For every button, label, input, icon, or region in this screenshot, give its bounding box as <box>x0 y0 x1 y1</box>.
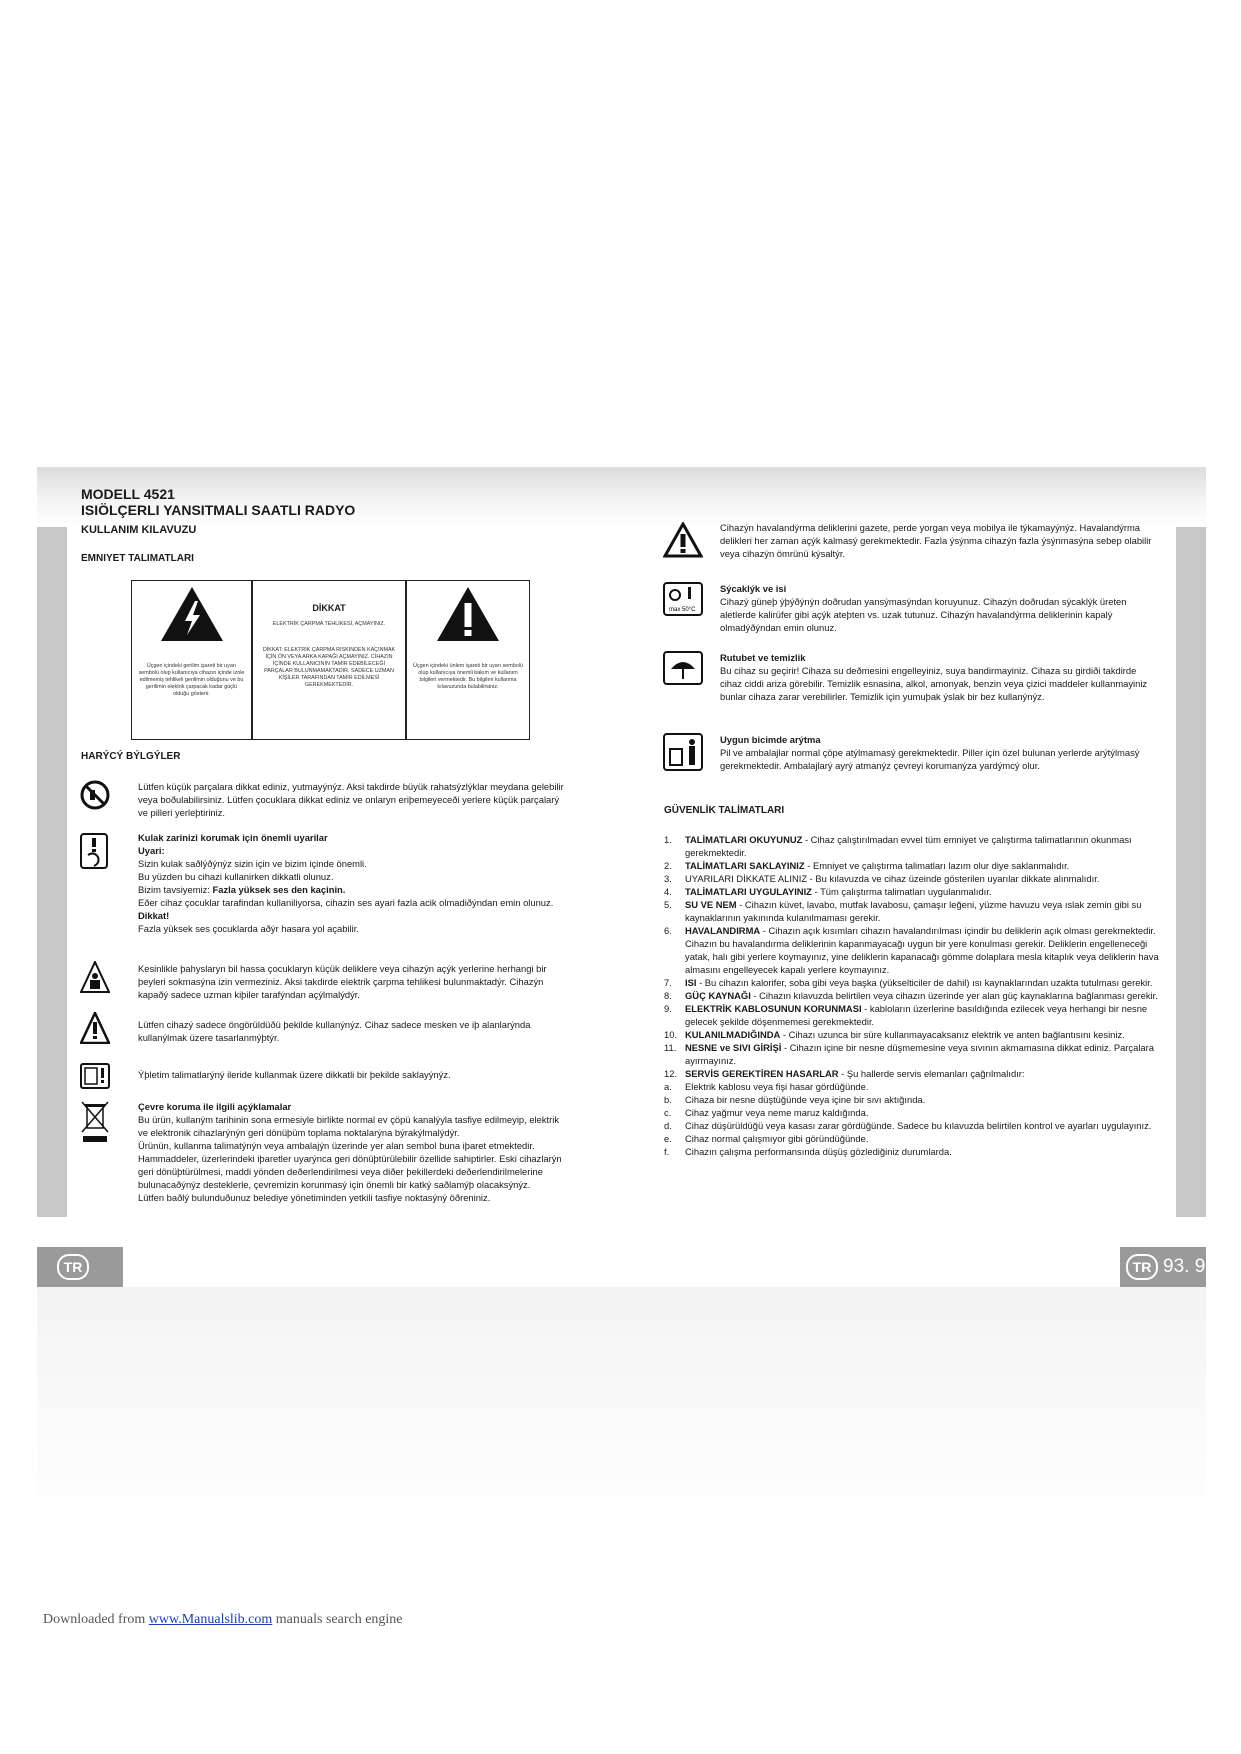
humidity-umbrella-icon <box>663 651 703 685</box>
list-item-text: HAVALANDIRMA - Cihazın açık kısımları cihazın havalandırılması içindir bu deliklerin açık olması gerekmektedir. Cihazın bu havalandırma deliklerinin kapanmayacağı uygun bir yere konulması gerekir. Deliklerin engelleneceği yatak, halı gibi yerlere koymayınız, yine deliklerin kapanacağı gömme dolaplara mesla kitaplık veya deliklerin hava almasını engelleyecek kapalı yerlere koymayınız. <box>685 925 1159 975</box>
download-footer: Downloaded from www.Manualslib.com manuals search engine <box>43 1612 403 1627</box>
list-item <box>664 1093 1164 1106</box>
heat-block: Sýcaklýk ve isi Cihazý güneþ ýþýðýnýn doðrudan yansýmasýndan koruyunuz. Cihazýn doðrudan sýcaklýk üreten aletlerde kalirüfer gibi açýk ateþten vs. uzak tutunuz. Cihazýn havalandýrma deliklerinin kapalý olmadýðýndan emin olunuz. <box>720 583 1127 633</box>
general-info-heading: HARÝCÝ BÝLGÝLER <box>81 751 181 762</box>
manual-book-icon <box>80 1063 110 1089</box>
list-item <box>664 1002 1164 1028</box>
list-item <box>664 1067 1164 1080</box>
list-item-number: 12. <box>664 1068 678 1079</box>
list-item-text: Cihaz normal çalışmıyor gibi göründüğünde. <box>685 1133 869 1144</box>
warning-box <box>131 580 530 740</box>
security-heading: GÜVENLİK TALİMATLARI <box>664 805 785 816</box>
list-item <box>664 885 1164 898</box>
list-item <box>664 924 1164 976</box>
list-item-text: Cihaz yağmur veya neme maruz kaldığında. <box>685 1107 869 1118</box>
list-item-text: NESNE ve SIVI GİRİŞİ - Cihazın içine bir nesne düşmemesine veya sıvının akmamasına dikkat ediniz. Parçalara ayırmayınız. <box>685 1042 1154 1066</box>
child-shock-warning-icon <box>80 961 110 993</box>
caution-triangle-icon <box>80 1012 110 1044</box>
max-temp-label: max 50°C <box>669 607 696 613</box>
page-number: 93. 9 <box>1163 1256 1206 1277</box>
list-item-text: TALİMATLARI UYGULAYINIZ - Tüm çalıştırma talimatları uygulanmalıdır. <box>685 886 992 897</box>
keep-manual-text: Ýþletim talimatlarýný ileride kullanmak üzere dikkatli bir þekilde saklayýnýz. <box>138 1069 451 1080</box>
list-item-text: UYARILARI DİKKATE ALINIZ - Bu kılavuzda ve cihaz üzeinde gösterilen uyarılar dikkate alınmalıdır. <box>685 873 1100 884</box>
list-item-text: SU VE NEM - Cihazın küvet, lavabo, mutfak lavabosu, çamaşır leğeni, yüzme havuzu veya ıslak zemin gibi su kaynaklarının yakınında kulanılmaması gerekir. <box>685 899 1142 923</box>
list-item-number: 8. <box>664 990 672 1001</box>
list-item <box>664 898 1164 924</box>
warning-cell-voltage: Üçgen içindeki gerilim işareti bir uyarı sembolü olup kullanıcıya cihazın içinde izole edilmemiş tehlikeli gerilimin olduğunu ve bu gerilimin elektrik çarpacak kadar güçlü olduğu gösterir. <box>132 581 251 739</box>
list-item <box>664 1145 1164 1158</box>
temperature-icon <box>663 582 703 616</box>
list-item-text: TALİMATLARI SAKLAYINIZ - Emniyet ve çalıştırma talimatları lazım olur diye saklanmalıdır. <box>685 860 1070 871</box>
list-item-number: 9. <box>664 1003 672 1014</box>
warning-cell-exclamation: Üçgen içindeki ünlem işareti bir uyarı sembolü olup kullanıcıya önemli bakım ve kullanım bilgileri vermektedir. Bu bilgileri kullanma kılavuzunda bulabilirsiniz. <box>405 581 529 739</box>
list-item-text: ISI - Bu cihazın kalorifer, soba gibi veya başka (yükselticiler de dahil) ısı kaynaklarından uzakta tutulması gerekir. <box>685 977 1153 988</box>
list-item-text: ELEKTRİK KABLOSUNUN KORUNMASI - kabloların üzerlerine basıldığında ezilecek veya herhangi bir nesne gelecek şekilde döşenmemesi gerekmektedir. <box>685 1003 1148 1027</box>
warning-title: DİKKAT <box>312 603 346 613</box>
list-item <box>664 1106 1164 1119</box>
product-title: ISIÖLÇERLI YANSITMALI SAATLI RADYO <box>81 502 356 518</box>
footer-right-tab <box>1120 1247 1206 1287</box>
list-item-number: 1. <box>664 834 672 845</box>
warning-cell-center: DİKKAT ELEKTRİK ÇARPMA TEHLİKESİ, AÇMAYINIZ. DİKKAT: ELEKTRİK ÇARPMA RISKINDEN KAÇINMAK İÇİN ÖN VEYA ARKA KAPAĞI AÇMAYINIZ. CİHAZIN İÇİNDE KULLANICININ TAMİR EDEBİLECEĞİ PARÇALAR BULUNMAMAKTADIR. SADECE UZMAN KİŞİLER TARAFINDAN TAMİR EDİLMESİ GEREKMEKTEDİR. <box>251 581 405 739</box>
weee-bin-icon <box>80 1100 110 1144</box>
list-item-number: 6. <box>664 925 672 936</box>
no-small-parts-icon <box>80 780 110 810</box>
list-item-number: 3. <box>664 873 672 884</box>
manual-heading: KULLANIM KILAVUZU <box>81 524 197 536</box>
list-item-text: SERVİS GEREKTİREN HASARLAR - Şu hallerde servis elemanları çağrılmalıdır: <box>685 1068 1025 1079</box>
list-item-text: Cihazın çalışma performansında düşüş gözlediğiniz durumlarda. <box>685 1146 952 1157</box>
environment-block: Çevre koruma ile ilgili açýklamalar Bu ürün, kullaným tarihinin sona ermesiyle birlikte normal ev çöpü kanalýyla tasfiye edilmeyip, elektrik ve elektronik cihazlarýnýn geri dönüþüm toplama noktalarýna býrakýlmalýdýr. Ürünün, kullanma talimatýnýn veya ambalajýn üzerinde yer alan sembol buna iþaret etmektedir. Hammaddeler, üzerlerindeki iþaretler uyarýnca geri dönüþtürülebilir özellide sahiptirler. Eski cihazlarýn geri dönüþtürülmesi, maddi yönden deðerlendirilmesi veya diðer þekillerdeki deðerlendirilmelerine bulunacaðýnýz desteklerle, çevremizin korunmasý için önemli bir katký saðlamýþ olacaksýnýz. Lütfen baðlý bulunduðunuz belediye yönetiminden yetkili tasfiye noktasýný öðreniniz. <box>138 1101 562 1203</box>
list-item-number: 7. <box>664 977 672 988</box>
right-margin-bar <box>1176 527 1206 1217</box>
list-item <box>664 833 1164 859</box>
high-voltage-triangle-icon <box>159 585 225 643</box>
list-item-number: 10. <box>664 1029 678 1040</box>
ear-warning-icon <box>80 833 108 869</box>
list-item-text: KULANILMADIĞINDA - Cihazı uzunca bir süre kullanmayacaksanız elektrik ve anten bağlantısını kesiniz. <box>685 1029 1125 1040</box>
language-badge-left: TR <box>57 1254 89 1280</box>
list-item-number: c. <box>664 1107 672 1118</box>
ventilation-text: Cihazýn havalandýrma deliklerini gazete, perde yorgan veya mobilya ile týkamayýnýz. Havalandýrma delikleri her zaman açýk kalmasý gerekmektedir. Fazla ýsýnma cihazýn fazla ýsýnmasýna sebep olabilir veya cihazýn ömrünü kýsaltýr. <box>720 522 1152 559</box>
list-item-number: d. <box>664 1120 672 1131</box>
ear-warning-block: Kulak zarinizi korumak için önemli uyarilar Uyari: Sizin kulak saðlýðýnýz sizin için ve bizim içinde önemli. Bu yüzden bu cihazi kullanirken dikkatli olunuz. Bizim tavsiyemiz: Fazla yüksek ses den kaçinin. Eðer cihaz çocuklar tarafindan kullaniliyorsa, cihazin ses ayari fazla acik olmadiðýndan emin olunuz. Dikkat! Fazla yüksek ses çocuklarda aðýr hasara yol açabilir. <box>138 832 554 934</box>
list-item-number: e. <box>664 1133 672 1144</box>
humidity-block: Rutubet ve temizlik Bu cihaz su geçirir! Cihaza su deðmesini engelleyiniz, suya bandirmayiniz. Cihaza su girdiði takdirde cihaz ciddi ariza görebilir. Temizlik esnasina, alkol, amonyak, benzin veya çizici maddeler kullanmayiniz bunlar cihaza zarar verebilirler. Temizlik için yumuþak ýslak bir bez kullanýnýz. <box>720 652 1148 702</box>
list-item <box>664 859 1164 872</box>
exclamation-triangle-icon <box>435 585 501 643</box>
list-item-text: Cihaza bir nesne düştüğünde veya içine bir sıvı aktığında. <box>685 1094 926 1105</box>
model-title: MODELL 4521 <box>81 486 175 502</box>
list-item-number: 2. <box>664 860 672 871</box>
list-item-text: Elektrik kablosu veya fişi hasar gördüğünde. <box>685 1081 869 1092</box>
list-item <box>664 1080 1164 1093</box>
list-item-number: 4. <box>664 886 672 897</box>
language-badge-right: TR <box>1126 1254 1158 1280</box>
list-item <box>664 1119 1164 1132</box>
list-item-text: GÜÇ KAYNAĞI - Cihazın kılavuzda belirtilen veya cihazın üzerinde yer alan güç kaynaklarına bağlanması gerekir. <box>685 990 1158 1001</box>
left-margin-bar <box>37 527 67 1217</box>
list-item <box>664 1028 1164 1041</box>
footer-left-tab <box>37 1247 123 1287</box>
list-item <box>664 1041 1164 1067</box>
list-item <box>664 976 1164 989</box>
disposal-block: Uygun bicimde arýtma Pil ve ambalajlar normal çöpe atýlmamasý gerekmektedir. Piller için özel bulunan yerlerde arýtýlmasý gerekmektedir. Ambalajlarý ayrý atmanýz çevreyi korumanýza yardýmcý olur. <box>720 734 1140 771</box>
small-parts-text: Lütfen küçük parçalara dikkat ediniz, yutmayýnýz. Aksi takdirde büyük rahatsýzlýklar meydana gelebilir veya boðulabilirsiniz. Lütfen çocuklara dikkat ediniz ve onlaryn eriþemeyeceði yerlere küçük parçalarý ve pilleri yerleþtiriniz. <box>138 781 564 818</box>
list-item <box>664 989 1164 1002</box>
child-safety-text: Kesinlikle þahyslaryn bil hassa çocuklaryn küçük deliklere veya cihazýn açýk yerlerine herhangi bir þeyleri sokmasýna izin vermeziniz. Aksi takdirde elektrik çarpma tehlikesi bulunmaktadýr. Cihazýn kapaðý sadece uzman kiþiler tarafýndan açýlmalýdýr. <box>138 963 547 1000</box>
list-item <box>664 1132 1164 1145</box>
list-item-text: Cihaz düşürüldüğü veya kasası zarar gördüğünde. Sadece bu kılavuzda belirtilen kontrol ve ayarları uygulayınız. <box>685 1120 1152 1131</box>
security-list <box>664 833 1164 1158</box>
list-item-number: 5. <box>664 899 672 910</box>
list-item-number: b. <box>664 1094 672 1105</box>
list-item-number: a. <box>664 1081 672 1092</box>
list-item-number: 11. <box>664 1042 677 1053</box>
intended-use-text: Lütfen cihazý sadece öngörüldüðü þekilde kullanýnýz. Cihaz sadece mesken ve iþ alanlarýnda kullanýlmak üzere tasarlanmýþtýr. <box>138 1019 531 1043</box>
list-item-text: TALİMATLARI OKUYUNUZ - Cihaz çalıştırılmadan evvel tüm emniyet ve çalıştırma talimatlarının okunması gerekmektedir. <box>685 834 1132 858</box>
disposal-icon <box>663 733 703 771</box>
manualslib-link[interactable]: www.Manualslib.com <box>148 1612 273 1627</box>
list-item-number: f. <box>664 1146 670 1157</box>
safety-heading: EMNIYET TALIMATLARI <box>81 553 194 564</box>
ventilation-warning-icon <box>663 522 703 558</box>
list-item <box>664 872 1164 885</box>
header-band <box>37 467 1206 527</box>
